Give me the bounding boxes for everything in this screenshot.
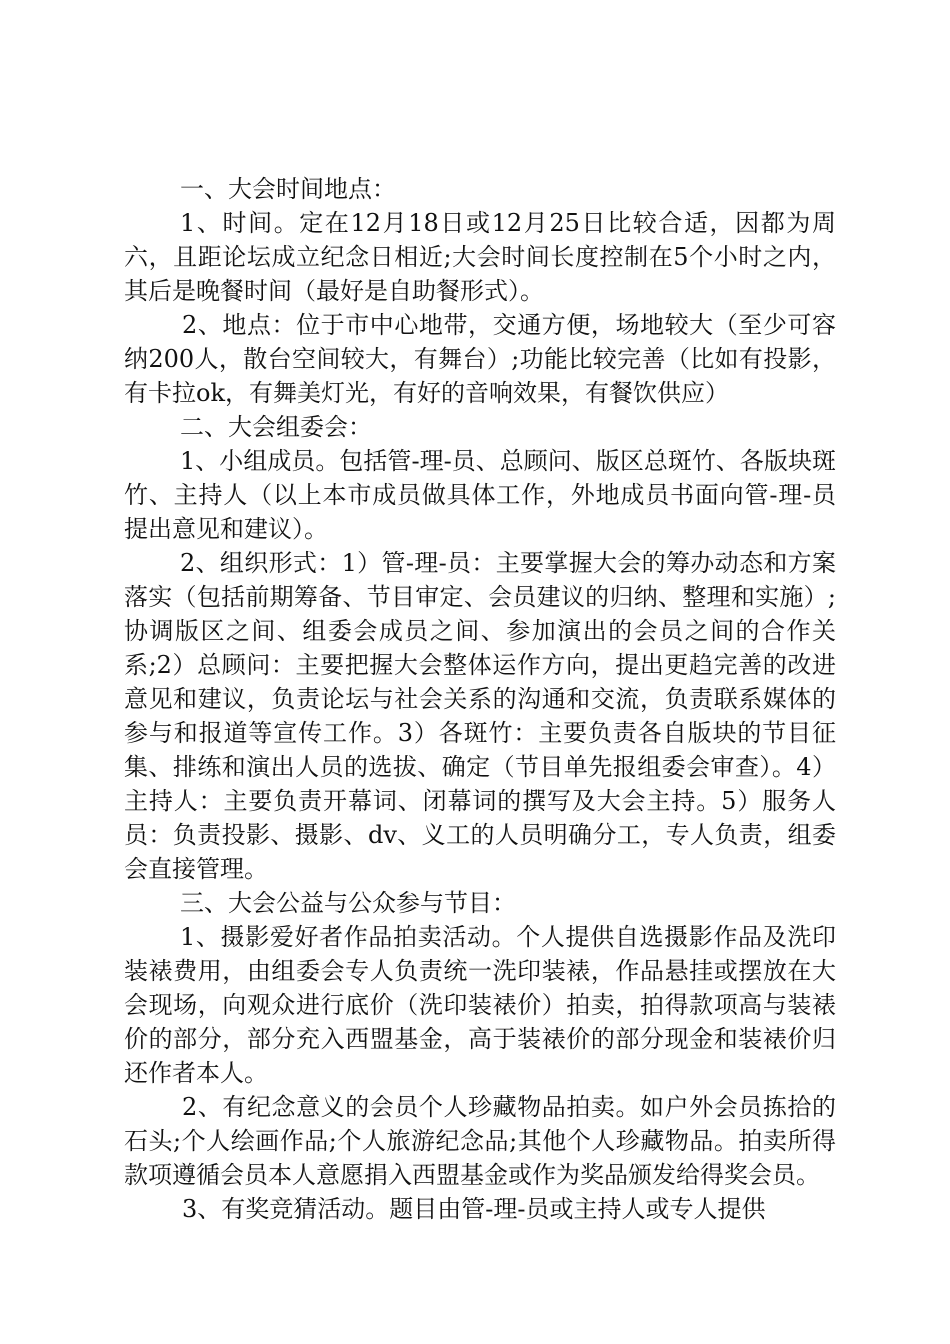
paragraph-organization: 2、组织形式：1）管-理-员：主要掌握大会的筹办动态和方案落实（包括前期筹备、节目审定、会员建议的归纳、整理和实施）;协调版区之间、组委会成员之间、参加演出的会员之间的合作关系;2）总顾问：主要把握大会整体运作方向，提出更趋完善的改进意见和建议，负责论坛与社会关系的沟通和交流，负责联系媒体的参与和报道等宣传工作。3）各斑竹：主要负责各自版块的节目征集、排练和演出人员的选拔、确定（节目单先报组委会审查）。4）主持人：主要负责开幕词、闭幕词的撰写及大会主持。5）服务人员：负责投影、摄影、dv、义工的人员明确分工，专人负责，组委会直接管理。	[124, 549, 836, 883]
document-body	[124, 172, 836, 1226]
section-heading-2: 二、大会组委会：	[180, 413, 372, 441]
paragraph-collection-auction: 2、有纪念意义的会员个人珍藏物品拍卖。如户外会员拣拾的石头;个人绘画作品;个人旅游纪念品;其他个人珍藏物品。拍卖所得款项遵循会员本人意愿捐入西盟基金或作为奖品颁发给得奖会员。	[124, 1093, 836, 1189]
section-heading-1: 一、大会时间地点：	[180, 175, 396, 203]
paragraph-location: 2、地点：位于市中心地带，交通方便，场地较大（至少可容纳200人，散台空间较大，有舞台）;功能比较完善（比如有投影，有卡拉ok，有舞美灯光，有好的音响效果，有餐饮供应）	[124, 311, 836, 407]
paragraph-photo-auction: 1、摄影爱好者作品拍卖活动。个人提供自选摄影作品及洗印装裱费用，由组委会专人负责统一洗印装裱，作品悬挂或摆放在大会现场，向观众进行底价（洗印装裱价）拍卖，拍得款项高与装裱价的部分，部分充入西盟基金，高于装裱价的部分现金和装裱价归还作者本人。	[124, 923, 836, 1087]
paragraph-members: 1、小组成员。包括管-理-员、总顾问、版区总斑竹、各版块斑竹、主持人（以上本市成员做具体工作，外地成员书面向管-理-员提出意见和建议）。	[124, 447, 836, 543]
section-heading-3: 三、大会公益与公众参与节目：	[180, 889, 516, 917]
paragraph-time: 1、时间。定在12月18日或12月25日比较合适，因都为周六，且距论坛成立纪念日相近;大会时间长度控制在5个小时之内，其后是晚餐时间（最好是自助餐形式）。	[124, 209, 836, 305]
paragraph-quiz: 3、有奖竞猜活动。题目由管-理-员或主持人或专人提供	[182, 1195, 766, 1223]
